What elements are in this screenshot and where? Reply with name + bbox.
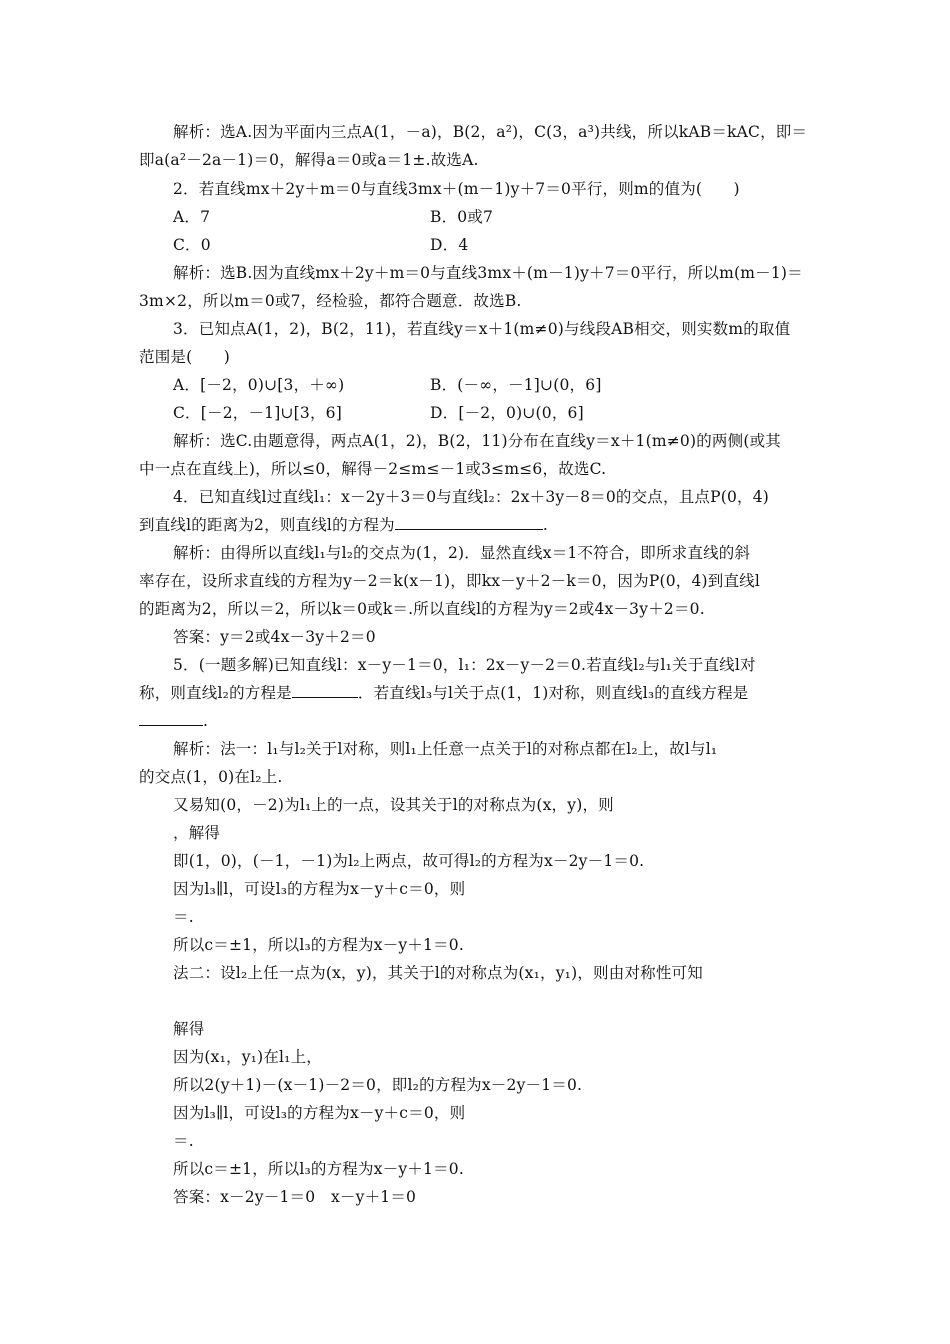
text-line: 又易知(0，－2)为l₁上的一点，设其关于l的对称点为(x，y)，则 [173, 796, 614, 814]
text-line: 即(1，0)，(－1，－1)为l₂上两点，故可得l₂的方程为x－2y－1＝0. [173, 852, 645, 870]
text-line: 4．已知直线l过直线l₁：x－2y＋3＝0与直线l₂：2x＋3y－8＝0的交点，且点P(0，4) [173, 488, 770, 506]
text-line: 中一点在直线上)，所以≤0，解得－2≤m≤－1或3≤m≤6，故选C. [139, 460, 607, 478]
answer-blank [292, 683, 358, 698]
text-fragment: ．若直线l₃与l关于点(1，1)对称，则直线l₃的直线方程是 [357, 684, 749, 702]
text-line: 即a(a²－2a－1)＝0，解得a＝0或a＝1±.故选A. [139, 151, 479, 169]
text-line: 2．若直线mx＋2y＋m＝0与直线3mx＋(m－1)y＋7＝0平行，则m的值为( ) [173, 180, 740, 198]
text-line: 范围是( ) [139, 348, 230, 366]
option-b: B．(－∞，－1]∪(0，6] [430, 376, 602, 394]
option-a: A．[－2，0)∪[3，＋∞) [173, 376, 345, 394]
answer-line: 答案：y＝2或4x－3y＋2＝0 [173, 628, 376, 646]
text-line: ，解得 [173, 824, 221, 842]
text-line: 解得 [173, 1020, 205, 1038]
option-d: D．[－2，0)∪(0，6] [430, 404, 584, 422]
text-line: 的交点(1，0)在l₂上. [139, 768, 283, 786]
text-line: 所以c＝±1，所以l₃的方程为x－y＋1＝0. [173, 1160, 464, 1178]
text-line: 3m×2，所以m＝0或7，经检验，都符合题意．故选B. [139, 292, 522, 310]
text-fragment: . [203, 712, 209, 730]
text-line: 法二：设l₂上任一点为(x，y)，其关于l的对称点为(x₁，y₁)，则由对称性可知 [173, 964, 703, 982]
option-a: A．7 [173, 208, 211, 226]
text-line [139, 683, 749, 703]
answer-blank [139, 711, 203, 726]
text-line: 3．已知点A(1，2)，B(2，11)，若直线y＝x＋1(m≠0)与线段AB相交，则实数m的取值 [173, 320, 791, 338]
text-line: 5．(一题多解)已知直线l：x－y－1＝0，l₁：2x－y－2＝0.若直线l₂与l₁关于直线l对 [173, 656, 756, 674]
text-line: 因为l₃∥l，可设l₃的方程为x－y＋c＝0，则 [173, 1104, 466, 1122]
answer-line: 答案：x－2y－1＝0 x－y＋1＝0 [173, 1188, 417, 1206]
text-fragment: 到直线l的距离为2，则直线l的方程为 [139, 516, 395, 534]
text-line: 解析：选C.由题意得，两点A(1，2)，B(2，11)分布在直线y＝x＋1(m≠0)的两侧(或其 [173, 432, 781, 450]
text-fragment: 称，则直线l₂的方程是 [139, 684, 292, 702]
text-line: 所以c＝±1，所以l₃的方程为x－y＋1＝0. [173, 936, 464, 954]
text-line: 的距离为2，所以＝2，所以k＝0或k＝.所以直线l的方程为y＝2或4x－3y＋2＝0. [139, 600, 705, 618]
text-line: 解析：法一：l₁与l₂关于l对称，则l₁上任意一点关于l的对称点都在l₂上，故l与l₁ [173, 740, 718, 758]
text-line: ＝. [173, 908, 194, 926]
answer-blank [395, 515, 543, 530]
text-line: 解析：选A.因为平面内三点A(1，－a)，B(2，a²)，C(3，a³)共线，所以kAB＝kAC，即＝ [173, 123, 808, 141]
option-d: D．4 [430, 236, 469, 254]
text-line: ＝. [173, 1132, 194, 1150]
text-line: 因为l₃∥l，可设l₃的方程为x－y＋c＝0，则 [173, 880, 466, 898]
option-c: C．[－2，－1]∪[3，6] [173, 404, 342, 422]
text-line: 率存在，设所求直线的方程为y－2＝k(x－1)，即kx－y＋2－k＝0，因为P(0，4)到直线l [139, 572, 761, 590]
option-c: C．0 [173, 236, 211, 254]
text-line: 因为(x₁，y₁)在l₁上， [173, 1048, 322, 1066]
text-line: 所以2(y＋1)－(x－1)－2＝0，即l₂的方程为x－2y－1＝0. [173, 1076, 583, 1094]
text-line [139, 515, 548, 535]
text-line: 解析：选B.因为直线mx＋2y＋m＝0与直线3mx＋(m－1)y＋7＝0平行，所以m(m－1)＝ [173, 264, 803, 282]
text-line: 解析：由得所以直线l₁与l₂的交点为(1，2)．显然直线x＝1不符合，即所求直线的斜 [173, 544, 751, 562]
period: . [542, 516, 549, 534]
option-b: B．0或7 [430, 208, 494, 226]
text-line [139, 711, 208, 731]
